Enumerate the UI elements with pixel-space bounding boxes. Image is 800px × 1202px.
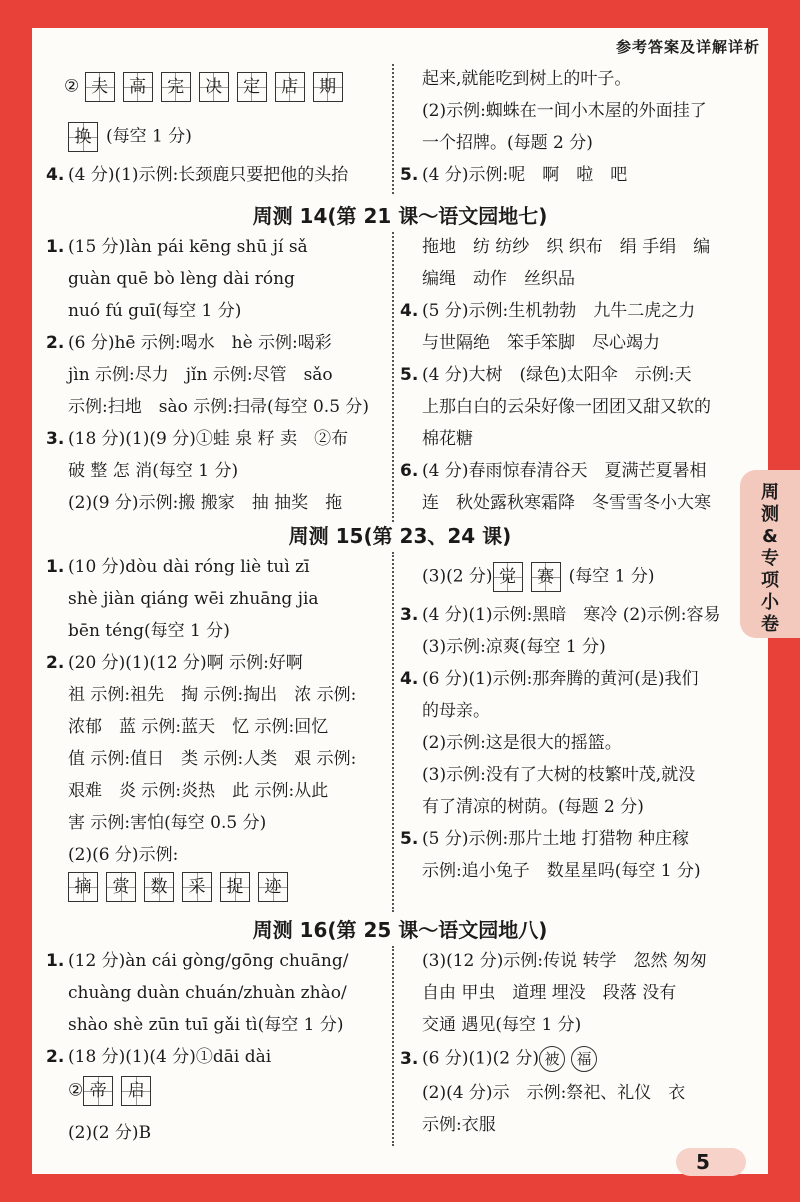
char-box: 迹 [258, 872, 288, 902]
s14-line: 3. (18 分)(1)(9 分)①蛙 泉 籽 卖 ②布 [46, 429, 349, 449]
column-divider [392, 946, 394, 1146]
s15-line: 害 示例:害怕(每空 0.5 分) [68, 813, 267, 833]
char-box: 赏 [106, 872, 136, 902]
char-box: 夫 [85, 72, 115, 102]
column-divider [392, 232, 394, 522]
char-box: 启 [121, 1076, 151, 1106]
s16-line: 3. (6 分)(1)(2 分) 被 福 [400, 1046, 603, 1072]
s14-line: 棉花糖 [422, 429, 473, 449]
top-right-1: 起来,就能吃到树上的叶子。 [422, 69, 632, 89]
char-box: 决 [199, 72, 229, 102]
s16-line: shào shè zūn tuī gǎi tì(每空 1 分) [68, 1015, 344, 1035]
s16-line: chuàng duàn chuán/zhuàn zhào/ [68, 983, 347, 1003]
top-line-3: 4. (4 分)(1)示例:长颈鹿只要把他的头抬 [46, 165, 349, 185]
column-divider [392, 64, 394, 194]
char-box: 采 [182, 872, 212, 902]
circled-char: 被 [539, 1046, 565, 1072]
char-box: 觉 [493, 562, 523, 592]
s16-line: (2)(2 分)B [68, 1123, 152, 1143]
s15-line: (2)示例:这是很大的摇篮。 [422, 733, 622, 753]
s16-line: 自由 甲虫 道理 埋没 段落 没有 [422, 983, 677, 1003]
char-box: 帝 [83, 1076, 113, 1106]
s16-line: (2)(4 分)示 示例:祭祀、礼仪 衣 [422, 1083, 686, 1103]
s16-line: 交通 遇见(每空 1 分) [422, 1015, 582, 1035]
s15-line: 4. (6 分)(1)示例:那奔腾的黄河(是)我们 [400, 669, 699, 689]
page-number-decoration [676, 1148, 746, 1176]
char-box: 摘 [68, 872, 98, 902]
s15-line: bēn téng(每空 1 分) [68, 621, 230, 641]
s14-line: 6. (4 分)春雨惊春清谷天 夏满芒夏暑相 [400, 461, 707, 481]
s14-line: 上那白白的云朵好像一团团又甜又软的 [422, 397, 711, 417]
s14-line: 5. (4 分)大树 (绿色)太阳伞 示例:天 [400, 365, 692, 385]
s15-line: (3)示例:凉爽(每空 1 分) [422, 637, 606, 657]
s15-line: 3. (4 分)(1)示例:黑暗 寒冷 (2)示例:容易 [400, 605, 721, 625]
s15-line: 示例:追小兔子 数星星吗(每空 1 分) [422, 861, 701, 881]
char-box: 数 [144, 872, 174, 902]
s15-line: 1. (10 分)dòu dài róng liè tuì zī [46, 557, 310, 577]
s14-line: 4. (5 分)示例:生机勃勃 九牛二虎之力 [400, 301, 696, 321]
s15-line: 值 示例:值日 类 示例:人类 艰 示例: [68, 749, 357, 769]
char-box: 高 [123, 72, 153, 102]
section-title-16: 周测 16(第 25 课～语文园地八) [252, 918, 548, 942]
char-box: 店 [275, 72, 305, 102]
s14-line: 连 秋处露秋寒霜降 冬雪雪冬小大寒 [422, 493, 711, 513]
char-box: 期 [313, 72, 343, 102]
s14-line: 破 整 怎 消(每空 1 分) [68, 461, 239, 481]
s15-line: 5. (5 分)示例:那片土地 打猎物 种庄稼 [400, 829, 690, 849]
top-right-3: 一个招牌。(每题 2 分) [422, 133, 593, 153]
s16-line: 1. (12 分)àn cái gòng/gōng chuāng/ [46, 951, 349, 971]
s15-line: shè jiàn qiáng wēi zhuāng jia [68, 589, 319, 609]
circled-char: 福 [571, 1046, 597, 1072]
s14-line: 1. (15 分)làn pái kēng shū jí sǎ [46, 237, 308, 257]
s16-line: ② 帝 启 [68, 1076, 159, 1106]
top-right-4: 5. (4 分)示例:呢 啊 啦 吧 [400, 165, 628, 185]
page-number: 5 [696, 1150, 710, 1174]
s14-line: 拖地 纺 纺纱 织 织布 绢 手绢 编 [422, 237, 711, 257]
side-tab-label: 周测&专项小卷 [761, 482, 779, 635]
s14-line: 2. (6 分)hē 示例:喝水 hè 示例:喝彩 [46, 333, 332, 353]
s14-line: 编绳 动作 丝织品 [422, 269, 575, 289]
char-box: 换 [68, 122, 98, 152]
s15-line: (2)(6 分)示例: [68, 845, 179, 865]
s15-line: 2. (20 分)(1)(12 分)啊 示例:好啊 [46, 653, 303, 673]
section-title-15: 周测 15(第 23、24 课) [288, 524, 512, 548]
char-box: 赛 [531, 562, 561, 592]
section-title-14: 周测 14(第 21 课～语文园地七) [252, 204, 548, 228]
char-box: 定 [237, 72, 267, 102]
s15-line: (3)示例:没有了大树的枝繁叶茂,就没 [422, 765, 696, 785]
top-right-2: (2)示例:蜘蛛在一间小木屋的外面挂了 [422, 101, 707, 121]
s15-box-row [68, 872, 296, 902]
s14-line: nuó fú guī(每空 1 分) [68, 301, 242, 321]
s15-line: 有了清凉的树荫。(每题 2 分) [422, 797, 644, 817]
s14-line: jìn 示例:尽力 jǐn 示例:尽管 sǎo [68, 365, 333, 385]
s14-line: guàn quē bò lèng dài róng [68, 269, 295, 289]
top-line-1: ② 夫 高 完 决 定 店 期 [64, 72, 351, 102]
s15-line: 的母亲。 [422, 701, 490, 721]
top-line-2: 换 (每空 1 分) [68, 122, 192, 152]
s15-line: 艰难 炎 示例:炎热 此 示例:从此 [68, 781, 329, 801]
s14-line: (2)(9 分)示例:搬 搬家 抽 抽奖 拖 [68, 493, 343, 513]
page-header: 参考答案及详解详析 [615, 38, 760, 56]
column-divider [392, 552, 394, 912]
s15-line: 祖 示例:祖先 掏 示例:掏出 浓 示例: [68, 685, 357, 705]
s16-line: 示例:衣服 [422, 1115, 496, 1135]
s14-line: 示例:扫地 sào 示例:扫帚(每空 0.5 分) [68, 397, 370, 417]
s16-line: 2. (18 分)(1)(4 分)①dāi dài [46, 1047, 272, 1067]
s15-line: (3)(2 分) 觉 赛 (每空 1 分) [422, 562, 654, 592]
char-box: 完 [161, 72, 191, 102]
s14-line: 与世隔绝 笨手笨脚 尽心竭力 [422, 333, 660, 353]
s16-line: (3)(12 分)示例:传说 转学 忽然 匆匆 [422, 951, 707, 971]
s15-line: 浓郁 蓝 示例:蓝天 忆 示例:回忆 [68, 717, 329, 737]
char-box: 捉 [220, 872, 250, 902]
